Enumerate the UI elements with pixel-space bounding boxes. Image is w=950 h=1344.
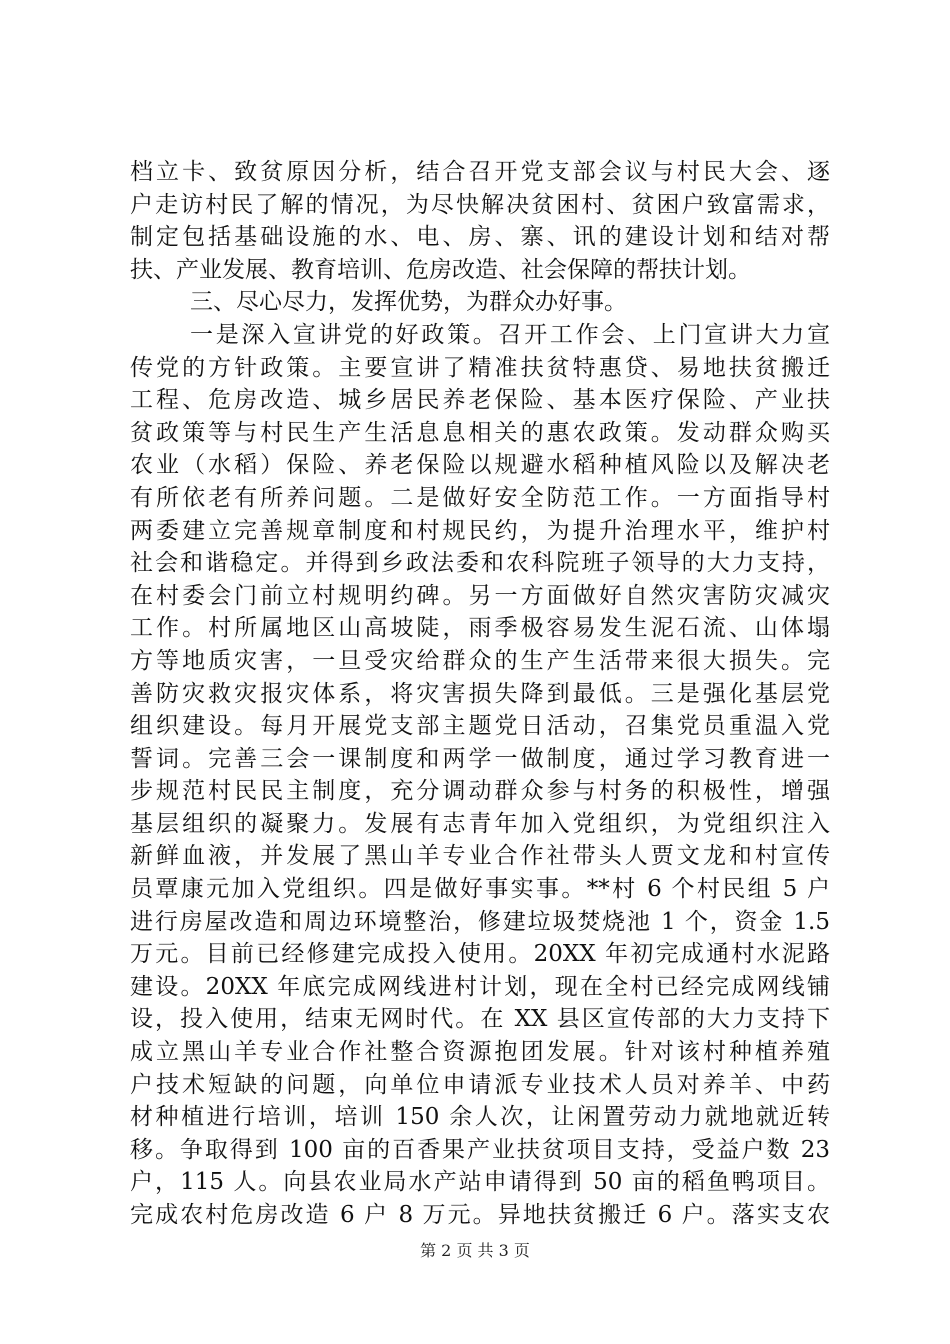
text-line: 建设。20XX 年底完成网线进村计划，现在全村已经完成网线铺	[130, 973, 830, 1000]
text-line: 进行房屋改造和周边环境整治，修建垃圾焚烧池 1 个，资金 1.5	[130, 908, 830, 935]
text-line: 基层组织的凝聚力。发展有志青年加入党组织，为党组织注入	[130, 810, 830, 837]
text-line: 员覃康元加入党组织。四是做好事实事。**村 6 个村民组 5 户	[130, 876, 830, 903]
text-line: 工程、危房改造、城乡居民养老保险、基本医疗保险、产业扶	[130, 387, 830, 414]
text-line: 农业（水稻）保险、养老保险以规避水稻种植风险以及解决老	[130, 452, 830, 479]
text-line: 扶、产业发展、教育培训、危房改造、社会保障的帮扶计划。	[130, 256, 751, 283]
section-heading: 三、尽心尽力，发挥优势，为群众办好事。	[190, 289, 627, 316]
text-line: 制定包括基础设施的水、电、房、寨、讯的建设计划和结对帮	[130, 224, 830, 251]
text-line: 设，投入使用，结束无网时代。在 XX 县区宣传部的大力支持下	[130, 1006, 830, 1033]
text-line: 移。争取得到 100 亩的百香果产业扶贫项目支持，受益户数 23	[130, 1136, 830, 1163]
text-line: 善防灾救灾报灾体系，将灾害损失降到最低。三是强化基层党	[130, 680, 830, 707]
text-line: 誓词。完善三会一课制度和两学一做制度，通过学习教育进一	[130, 745, 830, 772]
text-line: 成立黑山羊专业合作社整合资源抱团发展。针对该村种植养殖	[130, 1039, 830, 1066]
text-line: 步规范村民民主制度，充分调动群众参与村务的积极性，增强	[130, 778, 830, 805]
text-line: 新鲜血液，并发展了黑山羊专业合作社带头人贾文龙和村宣传	[130, 843, 830, 870]
text-line: 万元。目前已经修建完成投入使用。20XX 年初完成通村水泥路	[130, 941, 830, 968]
text-line: 方等地质灾害，一旦受灾给群众的生产生活带来很大损失。完	[130, 647, 830, 674]
text-line: 户，115 人。向县农业局水产站申请得到 50 亩的稻鱼鸭项目。	[130, 1169, 830, 1196]
text-line: 材种植进行培训，培训 150 余人次，让闲置劳动力就地就近转	[130, 1104, 830, 1131]
document-body	[130, 156, 830, 1232]
text-line: 户技术短缺的问题，向单位申请派专业技术人员对养羊、中药	[130, 1071, 830, 1098]
text-line: 两委建立完善规章制度和村规民约，为提升治理水平，维护村	[130, 517, 830, 544]
text-line: 传党的方针政策。主要宣讲了精准扶贫特惠贷、易地扶贫搬迁	[130, 354, 830, 381]
text-line: 档立卡、致贫原因分析，结合召开党支部会议与村民大会、逐	[130, 159, 830, 185]
text-line: 一是深入宣讲党的好政策。召开工作会、上门宣讲大力宣	[190, 321, 830, 348]
text-line: 在村委会门前立村规明约碑。另一方面做好自然灾害防灾减灾	[130, 582, 830, 609]
text-line: 完成农村危房改造 6 户 8 万元。异地扶贫搬迁 6 户。落实支农	[130, 1202, 830, 1228]
text-line: 社会和谐稳定。并得到乡政法委和农科院班子领导的大力支持，	[130, 550, 830, 577]
text-line: 有所依老有所养问题。二是做好安全防范工作。一方面指导村	[130, 484, 830, 511]
text-line: 工作。村所属地区山高坡陡，雨季极容易发生泥石流、山体塌	[130, 615, 830, 642]
page-footer: 第 2 页 共 3 页	[420, 1241, 530, 1260]
text-line: 组织建设。每月开展党支部主题党日活动，召集党员重温入党	[130, 713, 830, 740]
text-line: 贫政策等与村民生产生活息息相关的惠农政策。发动群众购买	[130, 419, 830, 446]
text-line: 户走访村民了解的情况，为尽快解决贫困村、贫困户致富需求，	[130, 191, 830, 218]
